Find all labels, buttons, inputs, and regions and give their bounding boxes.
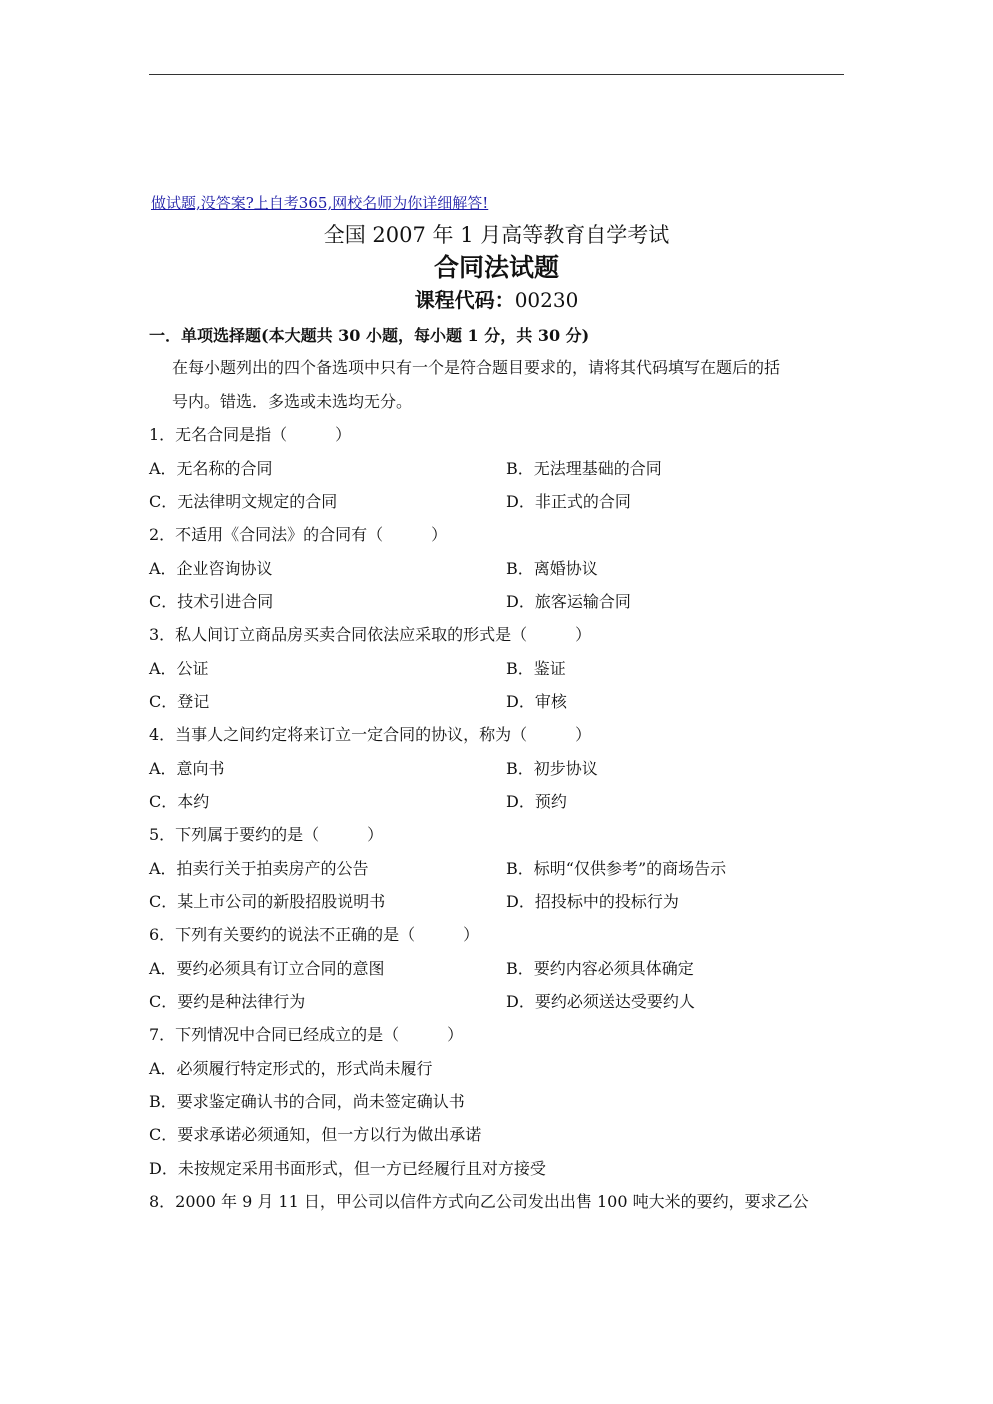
option-a: A．意向书 <box>149 759 225 778</box>
option-c: C．技术引进合同 <box>149 592 274 611</box>
question-stem: 3．私人间订立商品房买卖合同依法应采取的形式是（ ） <box>149 625 592 644</box>
question-stem: 8．2000 年 9 月 11 日，甲公司以信件方式向乙公司发出出售 100 吨大米的要约，要求乙公 <box>149 1192 809 1211</box>
option-d: D．预约 <box>506 792 567 811</box>
option-d: D．招投标中的投标行为 <box>506 892 679 911</box>
question-stem: 7．下列情况中合同已经成立的是（ ） <box>149 1025 464 1044</box>
option-a: A．拍卖行关于拍卖房产的公告 <box>149 859 369 878</box>
option-d: D．要约必须送达受要约人 <box>506 992 695 1011</box>
question-stem: 4．当事人之间约定将来订立一定合同的协议，称为（ ） <box>149 725 592 744</box>
section-heading: 一．单项选择题(本大题共 30 小题，每小题 1 分，共 30 分) <box>149 326 590 345</box>
option-c: C．登记 <box>149 692 210 711</box>
option-d: D．未按规定采用书面形式，但一方已经履行且对方接受 <box>149 1159 546 1178</box>
option-b: B．无法理基础的合同 <box>506 459 662 478</box>
option-b: B．鉴证 <box>506 659 566 678</box>
promo-link[interactable]: 做试题,没答案?上自考365,网校名师为你详细解答! <box>151 194 489 212</box>
header-rule <box>149 74 844 75</box>
question-stem: 6．下列有关要约的说法不正确的是（ ） <box>149 925 480 944</box>
question-stem: 5．下列属于要约的是（ ） <box>149 825 384 844</box>
option-a: A．公证 <box>149 659 209 678</box>
course-code <box>0 284 993 313</box>
option-c: C．某上市公司的新股招股说明书 <box>149 892 386 911</box>
option-b: B．要约内容必须具体确定 <box>506 959 694 978</box>
exam-title: 全国 2007 年 1 月高等教育自学考试 <box>323 223 670 247</box>
option-d: D．旅客运输合同 <box>506 592 631 611</box>
option-d: D．审核 <box>506 692 567 711</box>
course-code-value: 00230 <box>514 288 579 312</box>
option-b: B．标明“仅供参考”的商场告示 <box>506 859 727 878</box>
course-code-label: 课程代码： <box>414 288 515 312</box>
option-d: D．非正式的合同 <box>506 492 631 511</box>
option-b: B．初步协议 <box>506 759 598 778</box>
option-c: C．本约 <box>149 792 210 811</box>
question-stem: 2．不适用《合同法》的合同有（ ） <box>149 525 448 544</box>
option-c: C．无法律明文规定的合同 <box>149 492 338 511</box>
option-c: C．要约是种法律行为 <box>149 992 306 1011</box>
option-a: A．要约必须具有订立合同的意图 <box>149 959 385 978</box>
option-b: B．离婚协议 <box>506 559 598 578</box>
option-a: A．必须履行特定形式的，形式尚未履行 <box>149 1059 433 1078</box>
option-b: B．要求鉴定确认书的合同，尚未签定确认书 <box>149 1092 465 1111</box>
subject-title: 合同法试题 <box>433 253 559 282</box>
question-stem: 1．无名合同是指（ ） <box>149 425 352 444</box>
instructions-line-1: 在每小题列出的四个备选项中只有一个是符合题目要求的，请将其代码填写在题后的括 <box>172 358 781 377</box>
option-c: C．要求承诺必须通知，但一方以行为做出承诺 <box>149 1125 482 1144</box>
option-a: A．无名称的合同 <box>149 459 273 478</box>
instructions-line-2: 号内。错选．多选或未选均无分。 <box>172 392 413 411</box>
option-a: A．企业咨询协议 <box>149 559 273 578</box>
